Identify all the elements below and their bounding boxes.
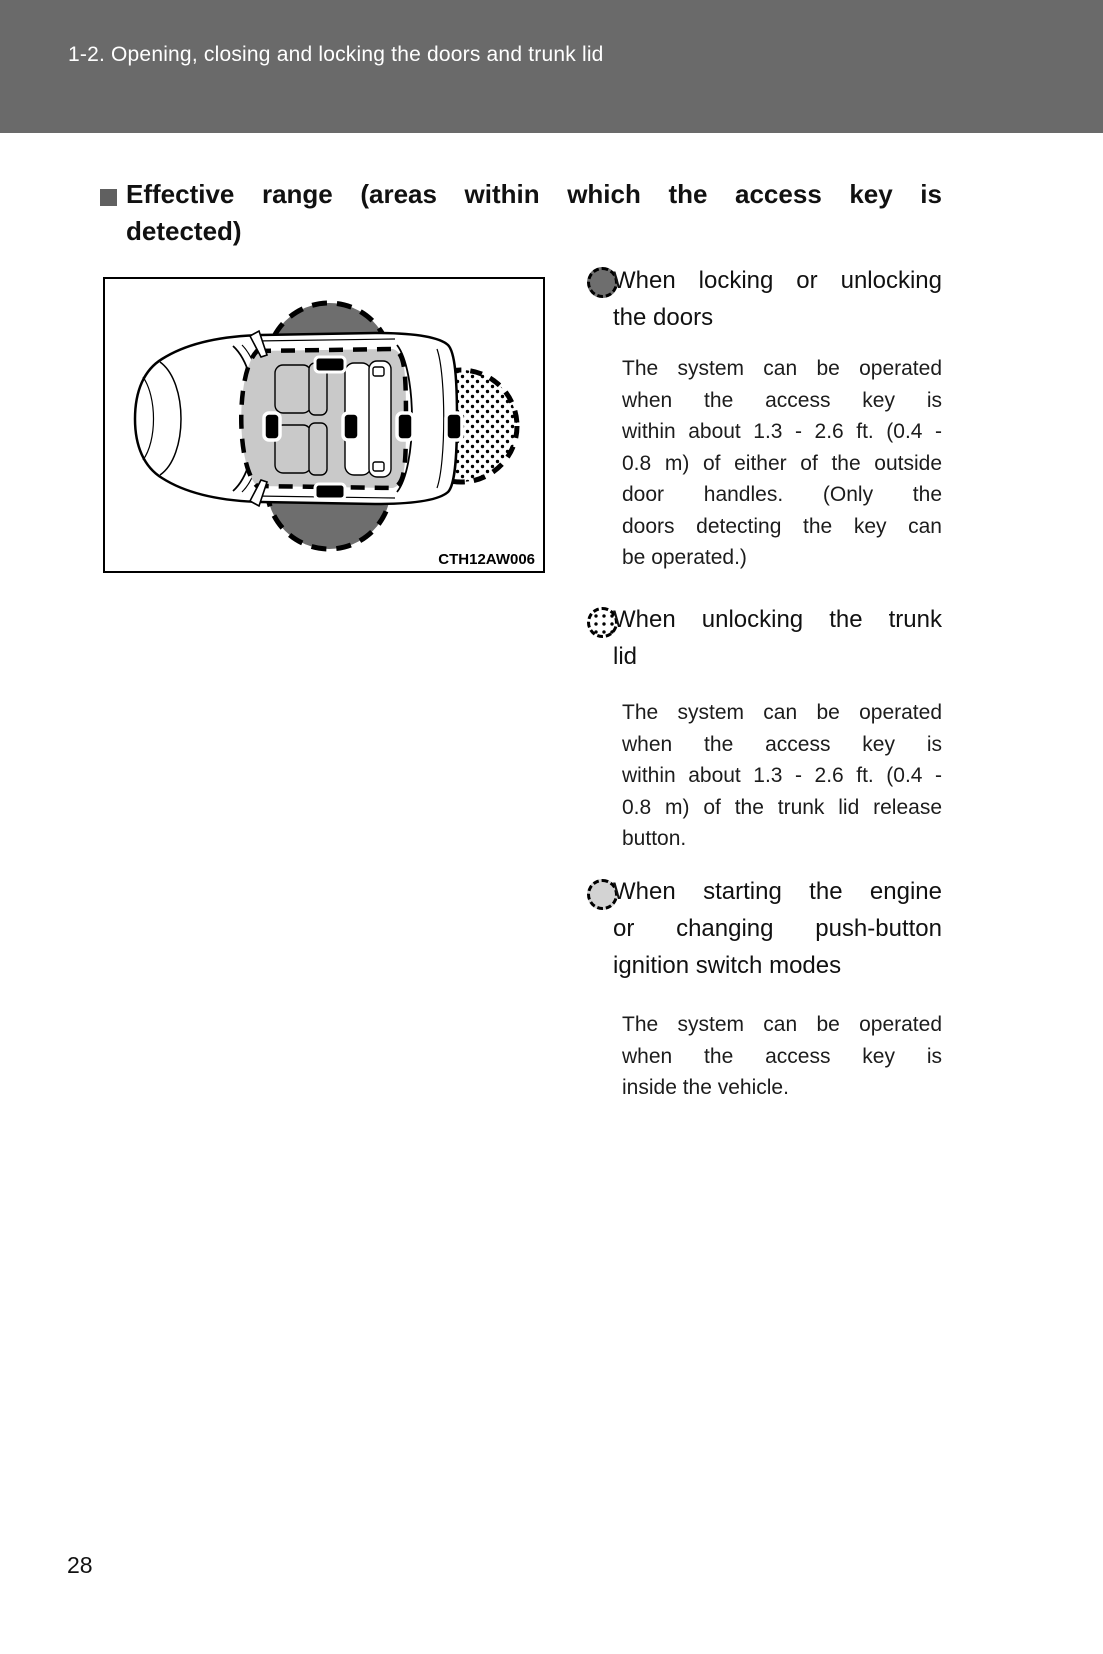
door-handle-top [315,357,345,372]
body-line: 0.8 m) of the trunk lid release [622,795,942,819]
item-body-engine [622,1009,942,1104]
chapter-title: 1-2. Opening, closing and locking the doors and trunk lid [68,43,604,66]
page-number: 28 [67,1552,93,1578]
car-top-view-diagram [105,279,543,571]
section-bullet-square [100,189,117,206]
item-heading-line: lid [613,643,638,670]
body-line: when the access key is [622,732,942,756]
trunk-release-button-marker [446,413,462,440]
body-line: when the access key is [622,388,942,412]
item-heading-line: the doors [613,304,714,331]
item-heading-trunk [613,601,942,675]
body-line: be operated.) [622,546,747,569]
body-line: 0.8 m) of either of the outside [622,451,942,475]
item-heading-line: When unlocking the trunk [613,606,942,633]
car-diagram-frame [103,277,545,573]
item-heading-engine [613,873,942,984]
item-heading-line: When starting the engine [613,878,942,905]
section-heading [126,176,942,250]
body-line: when the access key is [622,1044,942,1068]
item-heading-line: ignition switch modes [613,952,842,979]
item-body-doors [622,353,942,574]
page-header-bar [0,0,1103,133]
item-heading-line: When locking or unlocking [613,267,942,294]
body-line: within about 1.3 - 2.6 ft. (0.4 - [622,420,942,443]
body-line: button. [622,827,687,850]
body-line: within about 1.3 - 2.6 ft. (0.4 - [622,764,942,787]
body-line: The system can be operated [622,701,942,724]
body-line: doors detecting the key can [622,514,942,538]
door-handle-bottom [315,484,345,499]
body-line: door handles. (Only the [622,483,942,506]
body-line: The system can be operated [622,357,942,380]
body-line: The system can be operated [622,1013,942,1036]
item-heading-line: or changing push-button [613,915,942,942]
item-heading-doors [613,262,942,336]
section-heading-line: detected) [126,216,242,246]
item-body-trunk [622,697,942,855]
section-heading-line: Effective range (areas within which the access key is [126,179,942,209]
figure-code: CTH12AW006 [438,551,535,568]
body-line: inside the vehicle. [622,1076,789,1099]
